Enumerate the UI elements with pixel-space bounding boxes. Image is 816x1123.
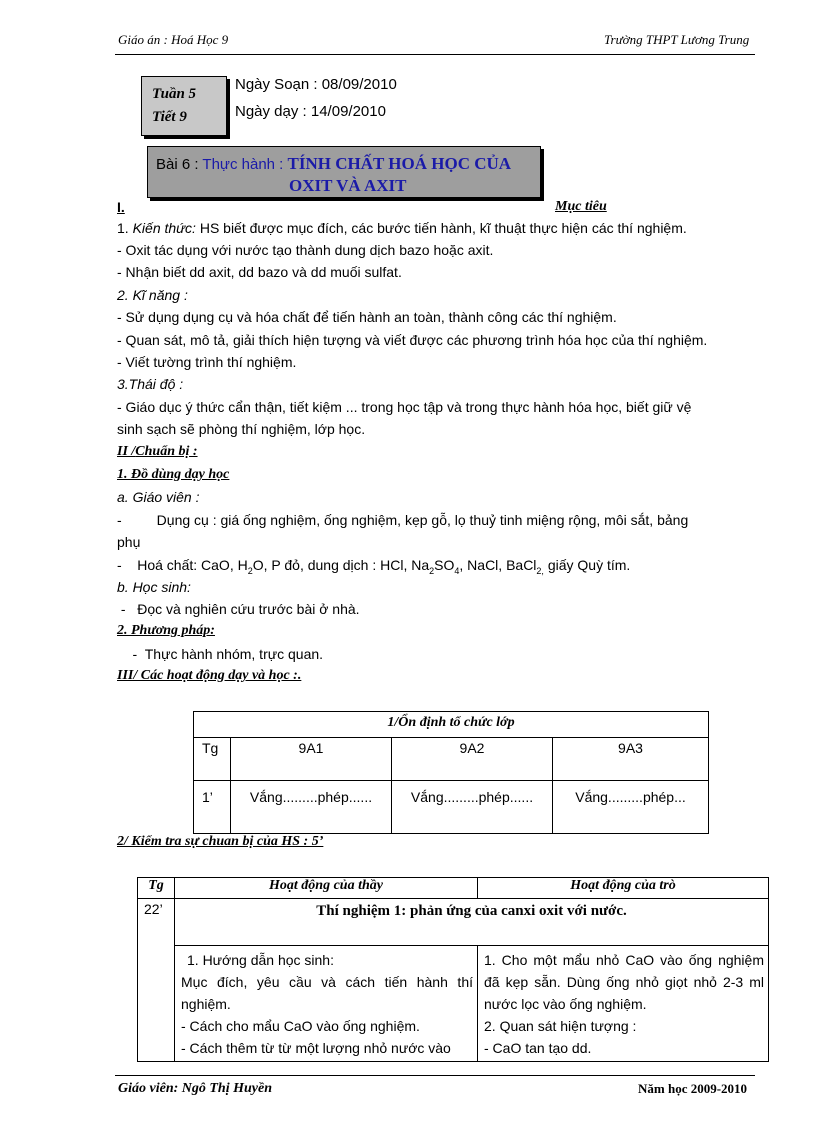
attitude-item-1: - Giáo dục ý thức cẩn thận, tiết kiệm ... trong học tập và trong thực hành hóa học, biết giữ vệ [117, 399, 692, 415]
table-row [194, 781, 709, 834]
table-cell-class: 9A1 [231, 738, 392, 781]
knowledge-text: HS biết được mục đích, các bước tiến hành, kĩ thuật thực hiện các thí nghiệm. [195, 220, 687, 236]
table-cell-tg: Tg [194, 738, 231, 781]
student-step-3: - CaO tan tạo dd. [484, 1040, 592, 1056]
teacher-step-2: Mục đích, yêu cầu và cách tiến hành thí nghiệm. [181, 974, 473, 1012]
tools-line: - Dụng cụ : giá ống nghiệm, ống nghiệm, kẹp gỗ, lọ thuỷ tinh miệng rộng, môi sắt, bảng [117, 512, 689, 528]
lesson-title-line1: TÍNH CHẤT HOÁ HỌC CỦA [287, 154, 512, 173]
chemicals-line [117, 557, 630, 576]
teacher-step-1: 1. Hướng dẫn học sinh: [187, 952, 334, 968]
footer-teacher: Giáo viên: Ngô Thị Huyền [118, 1081, 272, 1096]
tools-line-cont: phụ [117, 534, 141, 550]
table-cell-class: 9A2 [392, 738, 553, 781]
section-2-title: Chuẩn bị : [135, 444, 198, 459]
experiment-title: Thí nghiệm 1: phản ứng của canxi oxit với nước. [175, 899, 769, 946]
student-prep-heading: b. Học sinh: [117, 579, 191, 595]
header-left: Giáo án : Hoá Học 9 [118, 32, 229, 47]
teacher-activity-cell [175, 946, 478, 1062]
header-right: Trường THPT Lương Trung [604, 32, 750, 47]
knowledge-line [117, 220, 687, 236]
class-organization-table [193, 711, 709, 834]
period-label: Tiết 9 [152, 109, 187, 125]
teacher-prep-heading: a. Giáo viên : [117, 489, 200, 505]
chem-text-3: SO [434, 557, 455, 573]
knowledge-item-2: - Nhận biết dd axit, dd bazo và dd muối sulfat. [117, 264, 402, 280]
student-step-1: 1. Cho một mẩu nhỏ CaO vào ống nghiệm đã kẹp sẵn. Dùng ống nhỏ giọt nhỏ 2-3 ml nước lọc vào ống nghiệm. [484, 952, 764, 1012]
skills-item-2: - Quan sát, mô tả, giải thích hiện tượng và viết được các phương trình hóa học của thí nghiệm. [117, 332, 708, 348]
chem-text-1: - Hoá chất: CaO, H [117, 557, 248, 573]
table-cell-attendance: Vắng.........phép... [553, 781, 709, 834]
section-2-number: II / [117, 444, 136, 459]
table-cell-attendance: Vắng.........phép...... [231, 781, 392, 834]
table-cell-class: 9A3 [553, 738, 709, 781]
section-2-heading [117, 444, 198, 460]
method-item: - Thực hành nhóm, trực quan. [117, 646, 324, 662]
teacher-step-3: - Cách cho mẩu CaO vào ống nghiệm. [181, 1018, 420, 1034]
student-activity-cell [478, 946, 769, 1062]
chem-sub-2: 2 [429, 565, 435, 576]
attitude-heading: 3.Thái độ : [117, 376, 184, 392]
section-1-heading: Mục tiêu [555, 199, 607, 214]
date-taught: Ngày dạy : 14/09/2010 [235, 103, 386, 120]
knowledge-item-1: - Oxit tác dụng với nước tạo thành dung dịch bazo hoặc axit. [117, 242, 494, 258]
skills-item-3: - Viết tường trình thí nghiệm. [117, 354, 297, 370]
lesson-number: Bài 6 : [156, 156, 203, 173]
table-header-teacher: Hoạt động của thầy [175, 878, 478, 899]
table-title: 1/Ổn định tổ chức lớp [194, 712, 709, 738]
student-prep-item: - Đọc và nghiên cứu trước bài ở nhà. [117, 601, 360, 617]
activities-table [137, 877, 769, 1062]
lesson-title-box [147, 146, 541, 198]
chem-sub-3: 4 [454, 565, 460, 576]
skills-heading: 2. Kĩ năng : [117, 287, 188, 303]
knowledge-label: Kiến thức: [132, 220, 196, 236]
table-cell-time: 1’ [194, 781, 231, 834]
table-row [194, 712, 709, 738]
table-header-time: Tg [138, 878, 175, 899]
chem-text-5: giấy Quỳ tím. [543, 557, 631, 573]
footer-year: Năm học 2009-2010 [638, 1081, 748, 1096]
table-row [138, 899, 769, 946]
table-row [194, 738, 709, 781]
teacher-step-4: - Cách thêm từ từ một lượng nhỏ nước vào [181, 1040, 451, 1056]
header-rule [115, 54, 755, 55]
knowledge-number: 1. [117, 220, 133, 236]
lesson-title-line2: OXIT VÀ AXIT [289, 176, 407, 195]
week-label: Tuần 5 [152, 86, 197, 102]
table-row [138, 946, 769, 1062]
table-cell-attendance: Vắng.........phép...... [392, 781, 553, 834]
chem-sub-1: 2 [247, 565, 253, 576]
skills-item-1: - Sử dụng dụng cụ và hóa chất để tiến hành an toàn, thành công các thí nghiệm. [117, 309, 617, 325]
section-3-heading: III/ Các hoạt động dạy và học :. [117, 668, 302, 683]
check-heading: 2/ Kiểm tra sự chuan bị của HS : 5’ [117, 834, 324, 849]
attitude-item-1-cont: sinh sạch sẽ phòng thí nghiệm, lớp học. [117, 421, 366, 437]
table-row [138, 878, 769, 899]
section-1-number: I. [117, 199, 125, 215]
footer-rule [115, 1075, 755, 1076]
lesson-type: Thực hành : [202, 156, 288, 173]
chem-sub-4: 2, [536, 565, 544, 576]
equipment-heading: 1. Đồ dùng dạy học [117, 467, 230, 482]
chem-text-2: O, P đỏ, dung dịch : HCl, Na [252, 557, 430, 573]
date-prepared: Ngày Soạn : 08/09/2010 [235, 76, 397, 93]
table-cell-time: 22’ [138, 899, 175, 1062]
week-box [141, 76, 227, 136]
chem-text-4: , NaCl, BaCl [459, 557, 537, 573]
method-heading: 2. Phương pháp: [117, 623, 215, 638]
table-header-student: Hoạt động của trò [478, 878, 769, 899]
student-step-2: 2. Quan sát hiện tượng : [484, 1018, 637, 1034]
